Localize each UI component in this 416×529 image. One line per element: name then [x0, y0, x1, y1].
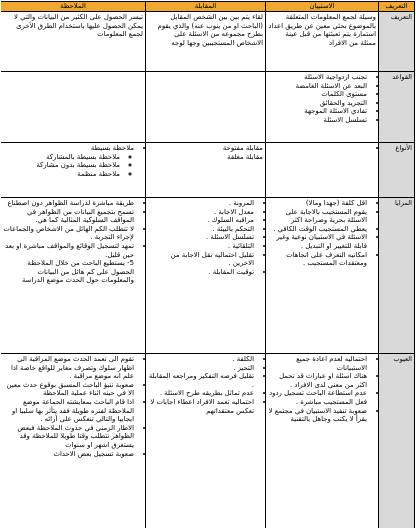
- row-rules: [1, 72, 415, 143]
- list-item: • صعوبة تنفيذ الاستبيان في مجتمع لا يقرأ لا يكتب وجاهل بالتقنية: [268, 407, 367, 424]
- cell-rules-observation: [1, 72, 146, 143]
- cell-rules-questionnaire: [266, 72, 379, 143]
- cell-disadvantages-questionnaire: [266, 354, 379, 529]
- list-item: • مستوى الكلمات: [268, 90, 367, 99]
- list-item: • صعوبة تسجيل بعض الاحداث: [3, 450, 134, 459]
- row-label-rules: القواعد: [379, 72, 415, 143]
- list-item: • تمهد لتسجيل الوقائع والمواقف مباشرة او بعد حين قليل.: [3, 242, 134, 259]
- comparison-table-container: [1, 1, 415, 528]
- cell-disadvantages-observation: [1, 354, 146, 529]
- list-item: • التجريد والحقائق: [268, 99, 367, 108]
- list-item: • احتماليه تعمد الافراد اعطاء اجابات لا تعكس معتقداتهم: [148, 398, 254, 415]
- list-item: [268, 144, 367, 153]
- list-item: • تقوم الى تعمد الحدث موضع المراقبة الى اظهار سلوك وتصرف مغاير للواقع خاصة اذا علم انه موضع مراقبة .: [3, 355, 134, 381]
- list-item: • اذا قام الباحث بمعايشته الجماعة موضع الملاحظة لفتره طويلة فقد يتأثر بها سلبيا او ايجابيا والتالي تنعكس على آرائه .: [3, 398, 134, 424]
- list-item: • توقيت المقابلة .: [148, 268, 254, 277]
- list-item: • احتماليه لعدم اعادة جميع الاستبيانات: [268, 355, 367, 372]
- list-item: • الكلفة .: [148, 355, 254, 364]
- list-item: • التحكم بالبيئة .: [148, 225, 254, 234]
- cell-types-observation: [1, 143, 146, 198]
- cell-advantages-observation: [1, 198, 146, 354]
- list-item: ◦ ملاحظة بسيطة بالمشاركة: [3, 153, 120, 162]
- list-item: • عدم تماثل بطريقه طرح الاسئلة .: [148, 389, 254, 398]
- cell-types-interview: [146, 143, 266, 198]
- cell-definition-observation: تيسر الحصول على الكثير من البيانات والتي لا يمكن الحصول عليها باستخدام الطرق الأخرى لجمع المعلومات: [1, 12, 146, 72]
- disadvantages-observation-list: [3, 355, 143, 458]
- list-item: • التحيز .: [148, 364, 254, 373]
- row-label-advantages: المزايا: [379, 198, 415, 354]
- list-item: ◦ ملاحظة منظمة: [3, 170, 120, 179]
- list-item: • تسمح بتجميع البيانات من الظواهر في المواقف السلوكية المثالية كما هي.: [3, 208, 134, 225]
- list-item: • التلقائية .: [148, 242, 254, 251]
- list-item: • الاسئلة في الاستبيان نوعية وغير قابلة للتغيير او التبديل .: [268, 233, 367, 250]
- list-item: • تجنب ازدواجية الاسئلة: [268, 73, 367, 82]
- row-definition: [1, 12, 415, 72]
- list-item: • معدل الاجابة .: [148, 208, 254, 217]
- list-item: ◦ ملاحظة بسيطة بدون مشاركة: [3, 161, 120, 170]
- row-label-disadvantages: العيوب: [379, 354, 415, 529]
- observation-types-list: [3, 144, 143, 178]
- disadvantages-interview-list: [148, 355, 263, 415]
- row-label-types: الأنواع: [379, 143, 415, 198]
- header-interview: المقابلة: [146, 2, 266, 12]
- list-item: • صعوبة تنبؤ الباحث المسبق بوقوع حدث معين الا في حينه اثناء عملية الملاحظة: [3, 381, 134, 398]
- list-item: • تقليل احتماليه نقل الاجابة من الاخرين .: [148, 251, 254, 268]
- list-item: • تسلسل الاسئلة: [268, 116, 367, 125]
- disadvantages-questionnaire-list: [268, 355, 376, 424]
- row-label-definition: التعريف: [379, 12, 415, 72]
- cell-advantages-interview: [146, 198, 266, 354]
- cell-disadvantages-interview: [146, 354, 266, 529]
- list-item: • طريقة مباشرة لدراسة الظواهر دون اصطناع: [3, 199, 134, 208]
- list-item: • يعطي المستجيب الوقت الكافي .: [268, 225, 367, 234]
- list-item: • البعد عن الاسئلة الغامضة: [268, 82, 367, 91]
- list-item: • هناك اسئلة او عبارات قد تحمل اكثر من معنى لدى الافراد .: [268, 372, 367, 389]
- header-observation: الملاحظة: [1, 2, 146, 12]
- list-item: • ملاحظة بسيطة ◦ ملاحظة بسيطة بالمشاركة ◦ ملاحظة بسيطة بدون مشاركة ◦ ملاحظة منظمة: [3, 144, 134, 178]
- row-disadvantages: [1, 354, 415, 529]
- list-item: • لا تتطلب الكم الهائل من الاشخاص والجماعات لإجراء التجربة .: [3, 225, 134, 242]
- cell-rules-interview: [146, 72, 266, 143]
- cell-definition-interview: لقاء يتم بين بين الشخص المقابل (الباحث او من ينوب عنه) والذي يقوم بطرح مجموعه من الاسئلة على الاشخاص المستجيبين وجها لوجه: [146, 12, 266, 72]
- list-item: • اقل كلفة (جهدا ومالا): [268, 199, 367, 208]
- row-advantages: [1, 198, 415, 354]
- rules-list: [268, 73, 376, 125]
- list-item: • تفادي الاسئلة الموجهة: [268, 107, 367, 116]
- header-questionnaire: الاستبيان: [266, 2, 379, 12]
- list-item: • تقليل فرصه التفكير ومراجعه المقابلة .: [148, 372, 254, 389]
- list-item: • تسلسل الاسئلة .: [148, 233, 254, 242]
- comparison-table: [1, 1, 415, 528]
- interview-type: مقابلة مفتوحة: [222, 144, 263, 152]
- row-types: [1, 143, 415, 198]
- list-item: • يقوم المستجيب بالاجابة على الاسئلة بحرية وصراحة اكثر: [268, 208, 367, 225]
- list-item: • المرونة .: [148, 199, 254, 208]
- cell-advantages-questionnaire: [266, 198, 379, 354]
- list-item: • مراقبه السلوك .: [148, 216, 254, 225]
- list-item: • الاطار الزمني في حدوث الملاحظة فبعض الظواهر تتطلب وقتا طويلا للملاحظة وقد يستغرق اشهر او سنوات: [3, 424, 134, 450]
- advantages-interview-list: [148, 199, 263, 276]
- list-item: 5- يستطيع الباحث من خلال الملاحظة الحصول على كم هائل من البيانات والمعلومات حول الحدث موضع الدراسة: [21, 259, 134, 285]
- advantages-questionnaire-list: [268, 199, 376, 268]
- list-item: • عدم استطاعة الباحث تسجيل ردود فعل المستجيب مباشرة .: [268, 389, 367, 406]
- cell-definition-questionnaire: وسيلة لجمع المعلومات المتعلقة بالموضوع بحثي معين عن طريق اعداد استمارة يتم تعبئتها من قبل عينة ممثلة من الافراد: [266, 12, 379, 72]
- interview-type: مقابلة مغلقة: [227, 152, 263, 161]
- header-row: [1, 2, 415, 12]
- header-definition-corner: التعريف: [379, 2, 415, 12]
- list-item: • امكانيه التعرف على اتجاهات ومعتقدات المستجيب .: [268, 251, 367, 268]
- advantages-observation-list: [3, 199, 143, 285]
- cell-types-questionnaire: [266, 143, 379, 198]
